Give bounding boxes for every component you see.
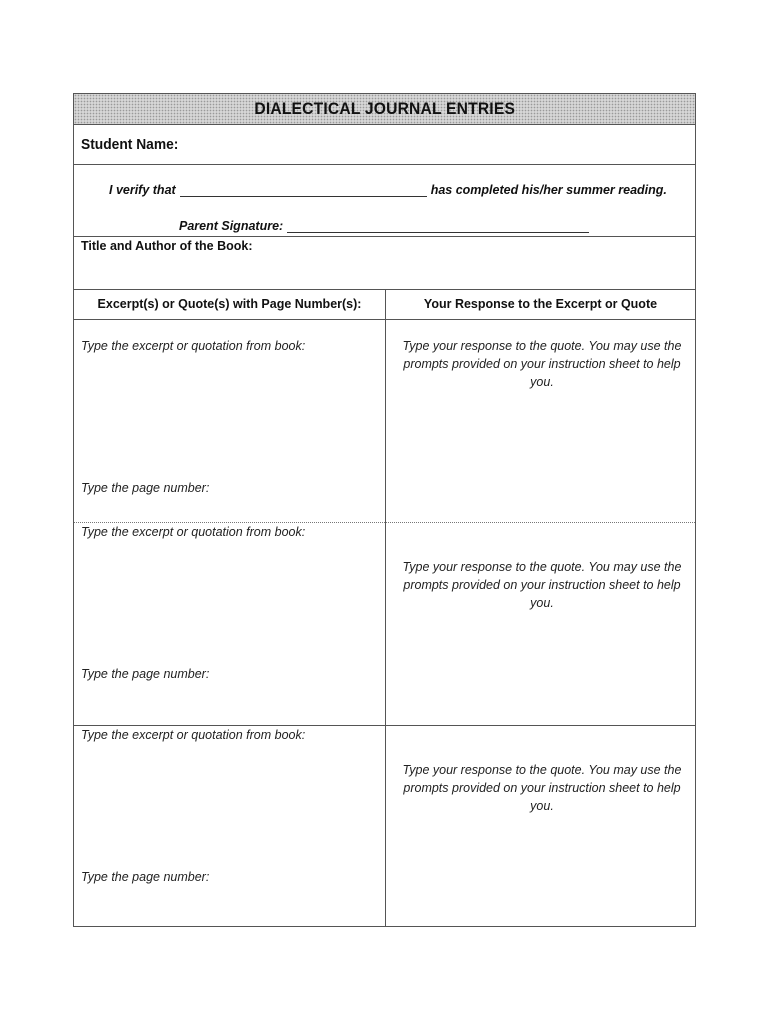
excerpt-column-header: Excerpt(s) or Quote(s) with Page Number(s): [97, 297, 362, 311]
student-name-blank[interactable] [180, 184, 427, 197]
verify-prefix: I verify that [109, 183, 176, 197]
signature-blank[interactable] [287, 220, 589, 233]
title-author-row[interactable] [74, 236, 695, 290]
title-author-label: Title and Author of the Book: [81, 239, 253, 253]
response-field[interactable]: Type your response to the quote. You may use the prompts provided on your instruction sheet to help you. [402, 560, 682, 610]
student-name-label: Student Name: [81, 136, 179, 153]
title-bar [74, 94, 695, 125]
signature-label: Parent Signature: [179, 219, 284, 233]
journal-entry-3 [74, 726, 695, 926]
excerpt-field[interactable]: Type the excerpt or quotation from book: [81, 339, 306, 353]
student-name-row[interactable] [74, 124, 695, 165]
response-column-header: Your Response to the Excerpt or Quote [423, 297, 658, 311]
form-title: DIALECTICAL JOURNAL ENTRIES [254, 99, 515, 118]
excerpt-field[interactable]: Type the excerpt or quotation from book: [81, 525, 306, 539]
journal-form [73, 93, 696, 927]
page-number-field[interactable]: Type the page number: [81, 870, 210, 884]
journal-entry-2 [74, 523, 695, 726]
verification-statement [109, 183, 667, 197]
page-number-field[interactable]: Type the page number: [81, 667, 210, 681]
journal-entry-1 [74, 320, 695, 523]
verification-row [74, 164, 695, 237]
excerpt-field[interactable]: Type the excerpt or quotation from book: [81, 728, 306, 742]
response-field[interactable]: Type your response to the quote. You may use the prompts provided on your instruction sheet to help you. [402, 763, 682, 813]
signature-line [179, 219, 593, 233]
page-number-field[interactable]: Type the page number: [81, 481, 210, 495]
response-field[interactable]: Type your response to the quote. You may use the prompts provided on your instruction sheet to help you. [402, 339, 682, 389]
verify-suffix: has completed his/her summer reading. [430, 183, 667, 197]
